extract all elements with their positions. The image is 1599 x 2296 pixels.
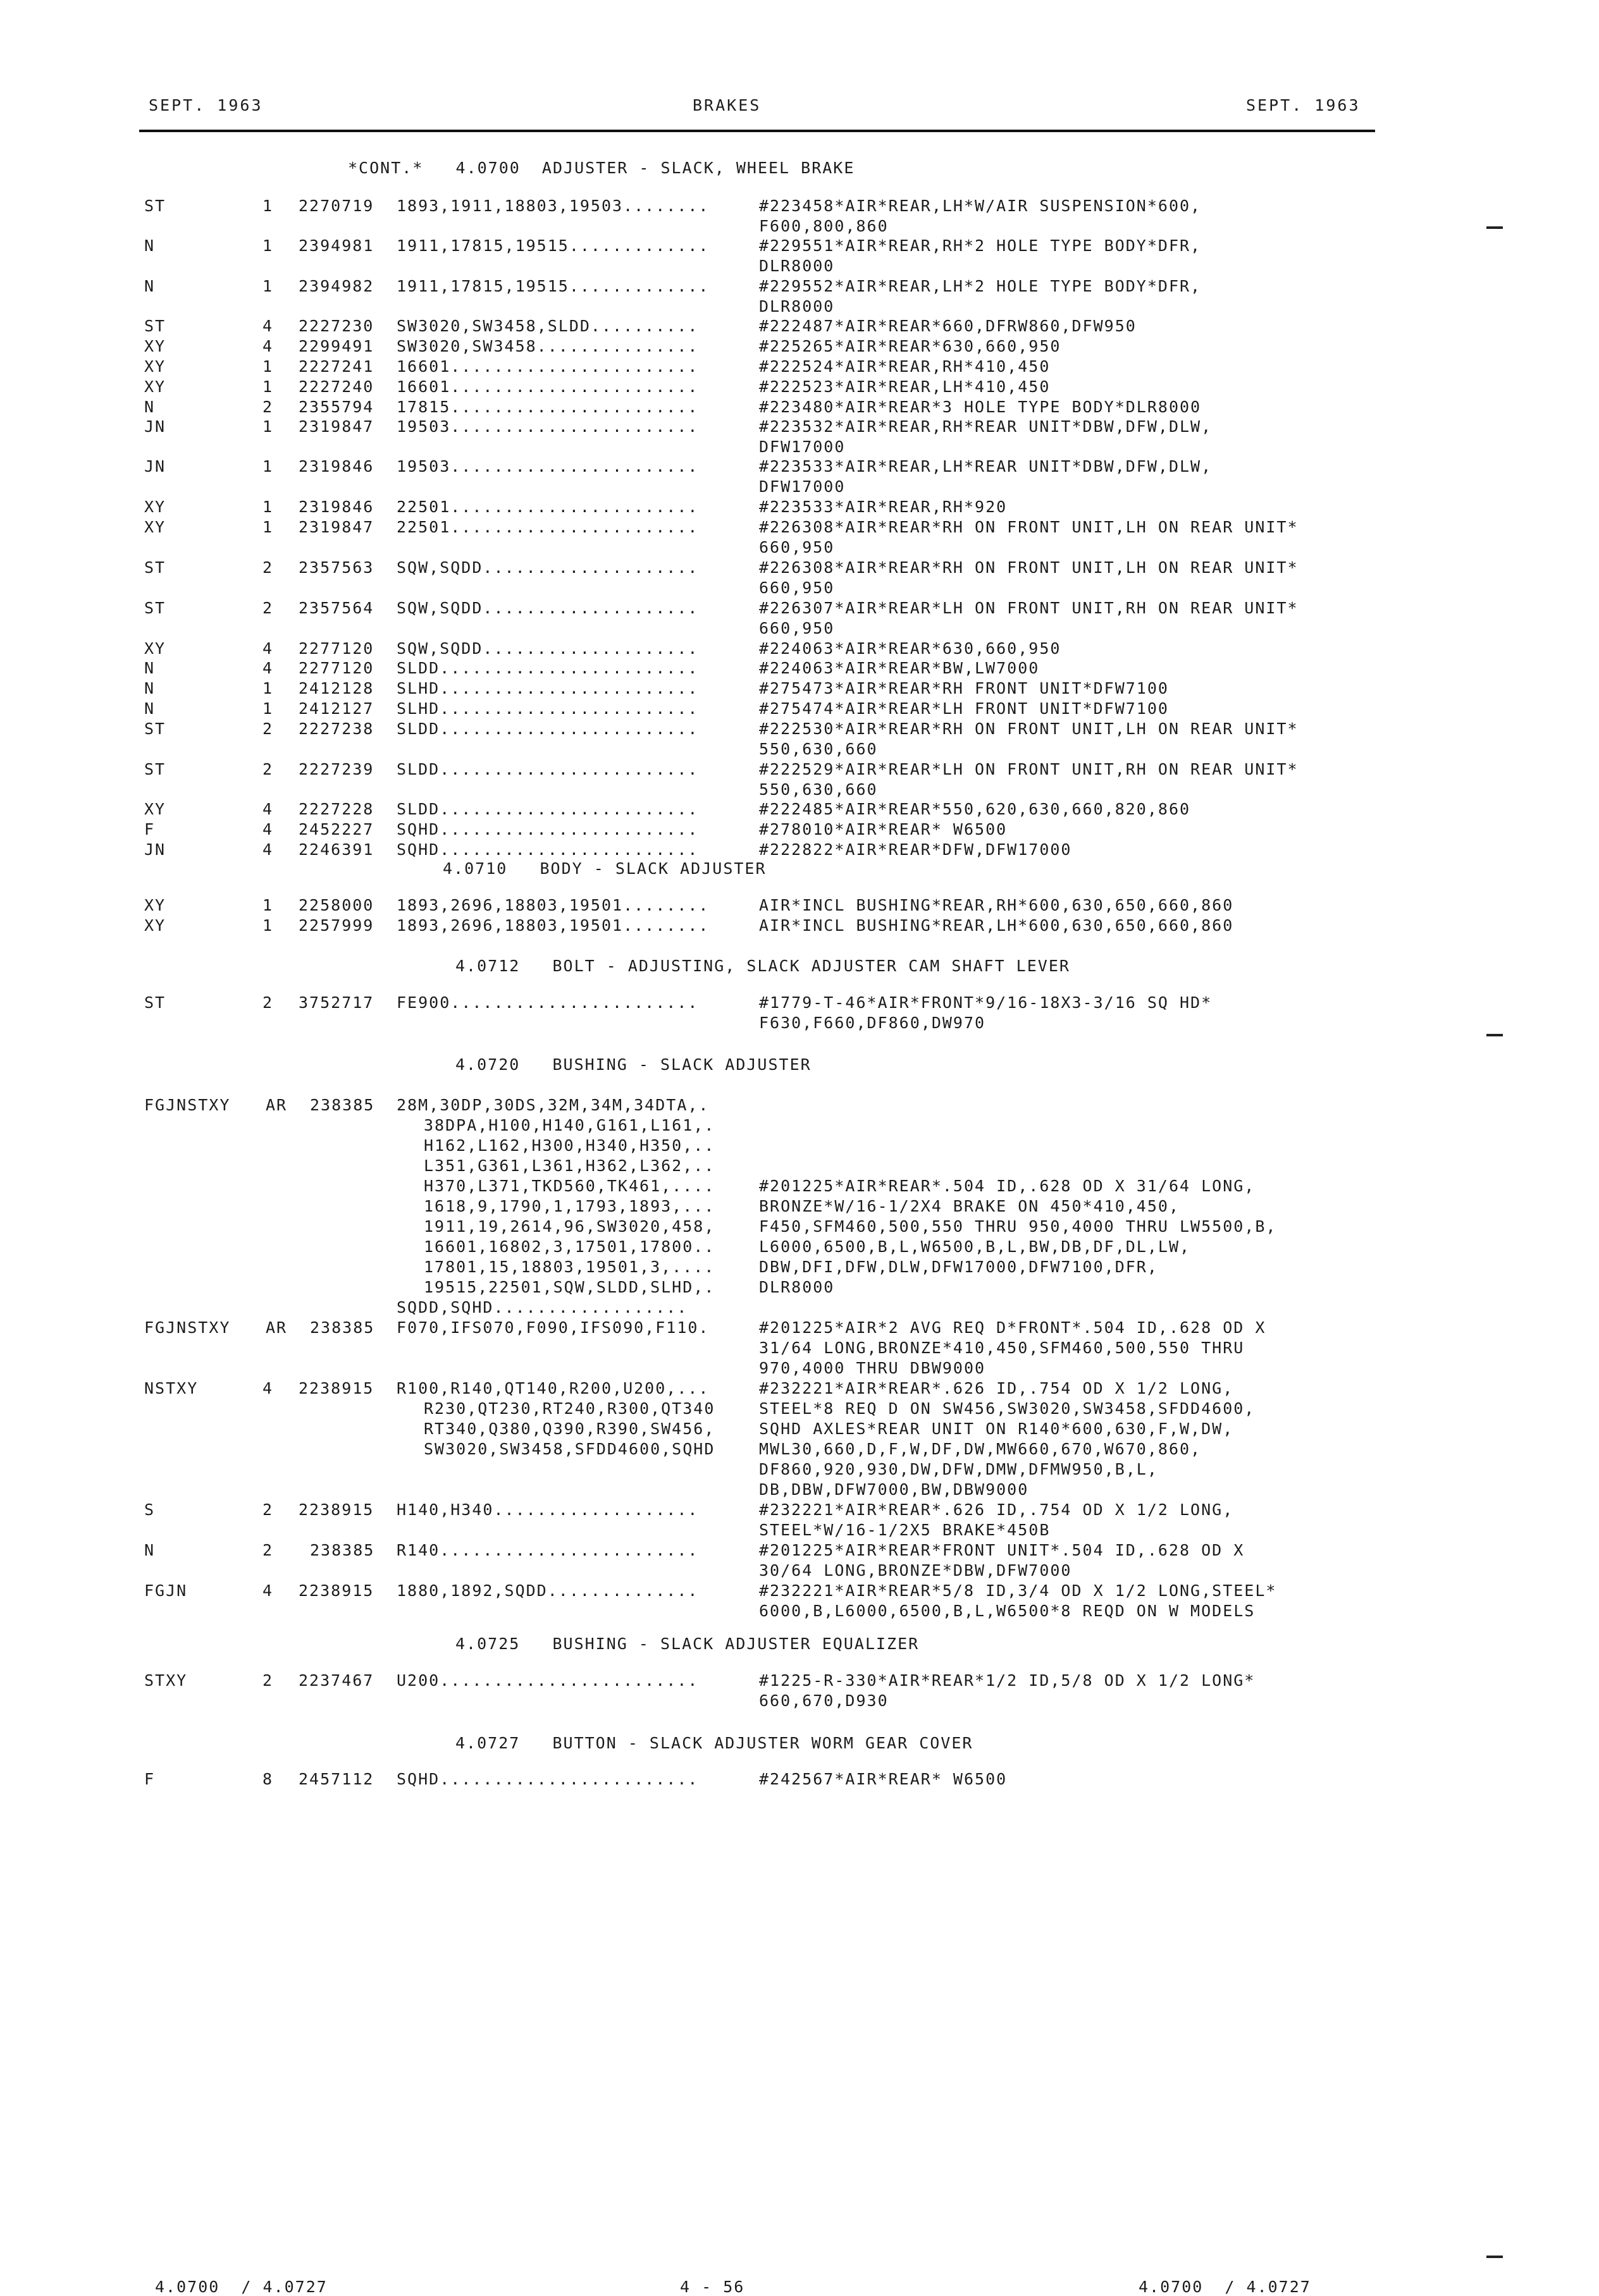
margin-mark: [1486, 2256, 1503, 2258]
entry-description: DF860,920,930,DW,DFW,DMW,DFMW950,B,L,: [759, 1460, 1158, 1478]
entry-part-number: 2227240: [299, 378, 374, 396]
entry-part-number: 2238915: [299, 1581, 374, 1600]
entry-models: SLHD........................: [397, 679, 699, 697]
entry-part-number: 238385: [310, 1096, 375, 1114]
entry-models: 1618,9,1790,1,1793,1893,...: [424, 1197, 715, 1215]
section-heading: 4.0720 BUSHING - SLACK ADJUSTER: [455, 1055, 812, 1074]
entry-part-number: 2238915: [299, 1501, 374, 1519]
entry-models: 19503.......................: [397, 457, 699, 476]
entry-quantity: 2: [262, 599, 274, 617]
entry-quantity: 2: [262, 760, 274, 778]
entry-part-number: 2227239: [299, 760, 374, 778]
entry-code: NSTXY: [144, 1379, 199, 1397]
entry-description: SQHD AXLES*REAR UNIT ON R140*600,630,F,W,DW,: [759, 1420, 1234, 1438]
entry-code: ST: [144, 599, 166, 617]
entry-description: #224063*AIR*REAR*630,660,950: [759, 639, 1061, 658]
entry-description: DLR8000: [759, 257, 835, 275]
section-heading: 4.0712 BOLT - ADJUSTING, SLACK ADJUSTER CAM SHAFT LEVER: [455, 957, 1070, 975]
entry-description: #275474*AIR*REAR*LH FRONT UNIT*DFW7100: [759, 699, 1169, 718]
entry-code: XY: [144, 518, 166, 536]
entry-description: DBW,DFI,DFW,DLW,DFW17000,DFW7100,DFR,: [759, 1258, 1158, 1276]
entry-models: 17815.......................: [397, 398, 699, 416]
header-rule: [139, 130, 1375, 132]
entry-description: 550,630,660: [759, 780, 878, 799]
entry-code: N: [144, 1541, 156, 1559]
entry-quantity: 4: [262, 659, 274, 677]
entry-quantity: 2: [262, 1501, 274, 1519]
entry-code: JN: [144, 457, 166, 476]
margin-mark: [1486, 226, 1503, 229]
entry-code: ST: [144, 558, 166, 577]
entry-part-number: 2238915: [299, 1379, 374, 1397]
entry-part-number: 238385: [310, 1318, 375, 1337]
section-heading: 4.0725 BUSHING - SLACK ADJUSTER EQUALIZER: [455, 1635, 920, 1653]
entry-description: 550,630,660: [759, 740, 878, 758]
entry-description: 660,950: [759, 619, 835, 637]
entry-part-number: 2394982: [299, 277, 374, 295]
entry-description: #223480*AIR*REAR*3 HOLE TYPE BODY*DLR8000: [759, 398, 1202, 416]
entry-models: SLDD........................: [397, 760, 699, 778]
entry-description: BRONZE*W/16-1/2X4 BRAKE ON 450*410,450,: [759, 1197, 1180, 1215]
entry-code: XY: [144, 800, 166, 818]
entry-description: #225265*AIR*REAR*630,660,950: [759, 337, 1061, 355]
entry-code: STXY: [144, 1671, 188, 1690]
entry-description: AIR*INCL BUSHING*REAR,RH*600,630,650,660,860: [759, 896, 1234, 914]
entry-models: 1911,17815,19515.............: [397, 277, 710, 295]
entry-description: #229551*AIR*REAR,RH*2 HOLE TYPE BODY*DFR,: [759, 236, 1202, 255]
entry-part-number: 2227228: [299, 800, 374, 818]
entry-part-number: 238385: [310, 1541, 375, 1559]
entry-models: RT340,Q380,Q390,R390,SW456,: [424, 1420, 715, 1438]
entry-quantity: 1: [262, 417, 274, 436]
entry-models: 38DPA,H100,H140,G161,L161,.: [424, 1116, 715, 1134]
entry-models: R100,R140,QT140,R200,U200,...: [397, 1379, 710, 1397]
entry-models: SQW,SQDD....................: [397, 599, 699, 617]
entry-quantity: 4: [262, 1379, 274, 1397]
entry-quantity: 2: [262, 720, 274, 738]
entry-code: N: [144, 679, 156, 697]
header-left-date: SEPT. 1963: [149, 96, 263, 114]
entry-models: R140........................: [397, 1541, 699, 1559]
entry-description: #226307*AIR*REAR*LH ON FRONT UNIT,RH ON REAR UNIT*: [759, 599, 1299, 617]
entry-models: SQHD........................: [397, 1770, 699, 1788]
entry-code: N: [144, 699, 156, 718]
entry-description: #223533*AIR*REAR,LH*REAR UNIT*DBW,DFW,DLW,: [759, 457, 1213, 476]
entry-code: XY: [144, 357, 166, 376]
entry-description: #242567*AIR*REAR* W6500: [759, 1770, 1008, 1788]
entry-models: 16601.......................: [397, 357, 699, 376]
entry-description: STEEL*8 REQ D ON SW456,SW3020,SW3458,SFDD4600,: [759, 1399, 1256, 1418]
entry-description: #222485*AIR*REAR*550,620,630,660,820,860: [759, 800, 1191, 818]
entry-quantity: 1: [262, 197, 274, 215]
entry-part-number: 2319847: [299, 518, 374, 536]
entry-quantity: 4: [262, 639, 274, 658]
entry-description: DFW17000: [759, 438, 846, 456]
entry-description: #232221*AIR*REAR*.626 ID,.754 OD X 1/2 LONG,: [759, 1501, 1234, 1519]
entry-description: #229552*AIR*REAR,LH*2 HOLE TYPE BODY*DFR,: [759, 277, 1202, 295]
footer-right-range: 4.0700 / 4.0727: [1139, 2278, 1311, 2296]
entry-description: #1225-R-330*AIR*REAR*1/2 ID,5/8 OD X 1/2 LONG*: [759, 1671, 1256, 1690]
section-heading: *CONT.* 4.0700 ADJUSTER - SLACK, WHEEL BRAKE: [348, 159, 855, 177]
entry-part-number: 2394981: [299, 236, 374, 255]
entry-description: #223458*AIR*REAR,LH*W/AIR SUSPENSION*600,: [759, 197, 1202, 215]
entry-quantity: 4: [262, 317, 274, 335]
entry-code: XY: [144, 639, 166, 658]
entry-models: SQHD........................: [397, 840, 699, 859]
entry-code: ST: [144, 760, 166, 778]
entry-models: SQDD,SQHD..................: [397, 1298, 688, 1317]
entry-quantity: 1: [262, 378, 274, 396]
entry-models: SLHD........................: [397, 699, 699, 718]
entry-code: ST: [144, 720, 166, 738]
entry-part-number: 2457112: [299, 1770, 374, 1788]
entry-description: 970,4000 THRU DBW9000: [759, 1359, 986, 1377]
entry-quantity: 1: [262, 679, 274, 697]
entry-description: 6000,B,L6000,6500,B,L,W6500*8 REQD ON W MODELS: [759, 1602, 1256, 1620]
entry-models: FE900.......................: [397, 993, 699, 1012]
entry-code: XY: [144, 337, 166, 355]
entry-quantity: 4: [262, 800, 274, 818]
entry-code: ST: [144, 197, 166, 215]
entry-description: #226308*AIR*REAR*RH ON FRONT UNIT,LH ON REAR UNIT*: [759, 558, 1299, 577]
entry-quantity: 1: [262, 518, 274, 536]
entry-description: #222822*AIR*REAR*DFW,DFW17000: [759, 840, 1072, 859]
entry-models: H140,H340...................: [397, 1501, 699, 1519]
entry-description: #222487*AIR*REAR*660,DFRW860,DFW950: [759, 317, 1137, 335]
margin-mark: [1486, 1034, 1503, 1036]
entry-description: AIR*INCL BUSHING*REAR,LH*600,630,650,660,860: [759, 916, 1234, 935]
entry-code: F: [144, 820, 156, 838]
entry-part-number: 3752717: [299, 993, 374, 1012]
entry-description: #201225*AIR*2 AVG REQ D*FRONT*.504 ID,.628 OD X: [759, 1318, 1266, 1337]
entry-description: 30/64 LONG,BRONZE*DBW,DFW7000: [759, 1561, 1072, 1580]
entry-description: STEEL*W/16-1/2X5 BRAKE*450B: [759, 1521, 1051, 1539]
entry-description: DFW17000: [759, 477, 846, 496]
entry-part-number: 2227241: [299, 357, 374, 376]
entry-part-number: 2277120: [299, 639, 374, 658]
entry-code: S: [144, 1501, 156, 1519]
entry-description: DLR8000: [759, 1278, 835, 1296]
entry-models: SW3020,SW3458,SLDD..........: [397, 317, 699, 335]
entry-quantity: 2: [262, 993, 274, 1012]
entry-code: FGJN: [144, 1581, 188, 1600]
entry-description: #222530*AIR*REAR*RH ON FRONT UNIT,LH ON REAR UNIT*: [759, 720, 1299, 738]
entry-models: R230,QT230,RT240,R300,QT340: [424, 1399, 715, 1418]
entry-code: XY: [144, 896, 166, 914]
header-right-date: SEPT. 1963: [1246, 96, 1361, 114]
entry-quantity: 4: [262, 820, 274, 838]
entry-description: 660,950: [759, 579, 835, 597]
entry-description: #201225*AIR*REAR*.504 ID,.628 OD X 31/64 LONG,: [759, 1177, 1256, 1195]
entry-description: 660,670,D930: [759, 1691, 889, 1710]
entry-models: SQW,SQDD....................: [397, 639, 699, 658]
entry-models: 1893,2696,18803,19501........: [397, 896, 710, 914]
entry-models: H370,L371,TKD560,TK461,....: [424, 1177, 715, 1195]
entry-quantity: 4: [262, 337, 274, 355]
entry-quantity: 2: [262, 558, 274, 577]
entry-description: #232221*AIR*REAR*5/8 ID,3/4 OD X 1/2 LONG,STEEL*: [759, 1581, 1277, 1600]
entry-models: 28M,30DP,30DS,32M,34M,34DTA,.: [397, 1096, 710, 1114]
entry-part-number: 2237467: [299, 1671, 374, 1690]
entry-quantity: 4: [262, 1581, 274, 1600]
entry-description: #222529*AIR*REAR*LH ON FRONT UNIT,RH ON REAR UNIT*: [759, 760, 1299, 778]
entry-part-number: 2319846: [299, 457, 374, 476]
entry-models: 1893,1911,18803,19503........: [397, 197, 710, 215]
entry-description: DLR8000: [759, 297, 835, 316]
entry-code: N: [144, 398, 156, 416]
header-title: BRAKES: [693, 96, 762, 114]
entry-models: 1880,1892,SQDD..............: [397, 1581, 699, 1600]
entry-part-number: 2299491: [299, 337, 374, 355]
entry-models: F070,IFS070,F090,IFS090,F110.: [397, 1318, 710, 1337]
entry-code: JN: [144, 840, 166, 859]
entry-code: N: [144, 659, 156, 677]
entry-part-number: 2227238: [299, 720, 374, 738]
entry-description: 660,950: [759, 538, 835, 556]
entry-part-number: 2277120: [299, 659, 374, 677]
entry-models: 19515,22501,SQW,SLDD,SLHD,.: [424, 1278, 715, 1296]
entry-part-number: 2227230: [299, 317, 374, 335]
entry-description: #201225*AIR*REAR*FRONT UNIT*.504 ID,.628 OD X: [759, 1541, 1245, 1559]
entry-part-number: 2319846: [299, 498, 374, 516]
entry-models: SW3020,SW3458...............: [397, 337, 699, 355]
entry-models: SLDD........................: [397, 720, 699, 738]
entry-code: XY: [144, 498, 166, 516]
entry-description: DB,DBW,DFW7000,BW,DBW9000: [759, 1480, 1029, 1499]
entry-quantity: 1: [262, 457, 274, 476]
entry-quantity: 1: [262, 916, 274, 935]
entry-quantity: 1: [262, 896, 274, 914]
entry-part-number: 2246391: [299, 840, 374, 859]
entry-models: 1911,17815,19515.............: [397, 236, 710, 255]
entry-models: 22501.......................: [397, 518, 699, 536]
entry-description: #222524*AIR*REAR,RH*410,450: [759, 357, 1051, 376]
entry-quantity: 1: [262, 236, 274, 255]
entry-part-number: 2357564: [299, 599, 374, 617]
entry-models: 16601.......................: [397, 378, 699, 396]
entry-description: #232221*AIR*REAR*.626 ID,.754 OD X 1/2 LONG,: [759, 1379, 1234, 1397]
entry-models: 1893,2696,18803,19501........: [397, 916, 710, 935]
entry-description: L6000,6500,B,L,W6500,B,L,BW,DB,DF,DL,LW,: [759, 1237, 1191, 1256]
footer-left-range: 4.0700 / 4.0727: [155, 2278, 328, 2296]
entry-part-number: 2270719: [299, 197, 374, 215]
entry-part-number: 2257999: [299, 916, 374, 935]
entry-description: #223532*AIR*REAR,RH*REAR UNIT*DBW,DFW,DLW,: [759, 417, 1213, 436]
entry-description: MWL30,660,D,F,W,DF,DW,MW660,670,W670,860,: [759, 1440, 1202, 1458]
entry-part-number: 2412128: [299, 679, 374, 697]
entry-description: F600,800,860: [759, 217, 889, 235]
entry-quantity: 2: [262, 1541, 274, 1559]
entry-code: ST: [144, 993, 166, 1012]
entry-description: F450,SFM460,500,550 THRU 950,4000 THRU LW5500,B,: [759, 1217, 1277, 1236]
entry-part-number: 2355794: [299, 398, 374, 416]
entry-quantity: 8: [262, 1770, 274, 1788]
entry-models: SLDD........................: [397, 659, 699, 677]
entry-models: L351,G361,L361,H362,L362,..: [424, 1157, 715, 1175]
entry-code: XY: [144, 916, 166, 935]
entry-description: #1779-T-46*AIR*FRONT*9/16-18X3-3/16 SQ HD*: [759, 993, 1213, 1012]
entry-quantity: 1: [262, 357, 274, 376]
entry-part-number: 2452227: [299, 820, 374, 838]
entry-code: F: [144, 1770, 156, 1788]
entry-models: U200........................: [397, 1671, 699, 1690]
entry-description: #275473*AIR*REAR*RH FRONT UNIT*DFW7100: [759, 679, 1169, 697]
entry-part-number: 2357563: [299, 558, 374, 577]
entry-code: N: [144, 236, 156, 255]
entry-quantity: 4: [262, 840, 274, 859]
entry-code: N: [144, 277, 156, 295]
entry-models: SQHD........................: [397, 820, 699, 838]
section-heading: 4.0710 BODY - SLACK ADJUSTER: [443, 859, 767, 878]
entry-models: H162,L162,H300,H340,H350,..: [424, 1136, 715, 1155]
entry-quantity: AR: [266, 1318, 288, 1337]
entry-quantity: 1: [262, 699, 274, 718]
entry-quantity: 1: [262, 498, 274, 516]
entry-models: 19503.......................: [397, 417, 699, 436]
entry-quantity: 1: [262, 277, 274, 295]
entry-description: #278010*AIR*REAR* W6500: [759, 820, 1008, 838]
entry-quantity: 2: [262, 1671, 274, 1690]
section-heading: 4.0727 BUTTON - SLACK ADJUSTER WORM GEAR COVER: [455, 1734, 973, 1752]
entry-models: SLDD........................: [397, 800, 699, 818]
entry-models: 17801,15,18803,19501,3,....: [424, 1258, 715, 1276]
entry-part-number: 2319847: [299, 417, 374, 436]
page-number: 4 - 56: [680, 2278, 745, 2296]
entry-models: SQW,SQDD....................: [397, 558, 699, 577]
entry-part-number: 2412127: [299, 699, 374, 718]
entry-code: XY: [144, 378, 166, 396]
entry-code: ST: [144, 317, 166, 335]
entry-code: FGJNSTXY: [144, 1096, 231, 1114]
entry-description: #223533*AIR*REAR,RH*920: [759, 498, 1008, 516]
entry-models: 16601,16802,3,17501,17800..: [424, 1237, 715, 1256]
entry-description: #224063*AIR*REAR*BW,LW7000: [759, 659, 1040, 677]
entry-models: 1911,19,2614,96,SW3020,458,: [424, 1217, 715, 1236]
entry-models: SW3020,SW3458,SFDD4600,SQHD: [424, 1440, 715, 1458]
entry-quantity: 2: [262, 398, 274, 416]
entry-description: 31/64 LONG,BRONZE*410,450,SFM460,500,550 THRU: [759, 1339, 1245, 1357]
entry-part-number: 2258000: [299, 896, 374, 914]
entry-code: JN: [144, 417, 166, 436]
entry-description: #222523*AIR*REAR,LH*410,450: [759, 378, 1051, 396]
entry-quantity: AR: [266, 1096, 288, 1114]
entry-code: FGJNSTXY: [144, 1318, 231, 1337]
entry-description: #226308*AIR*REAR*RH ON FRONT UNIT,LH ON REAR UNIT*: [759, 518, 1299, 536]
entry-description: F630,F660,DF860,DW970: [759, 1014, 986, 1032]
entry-models: 22501.......................: [397, 498, 699, 516]
